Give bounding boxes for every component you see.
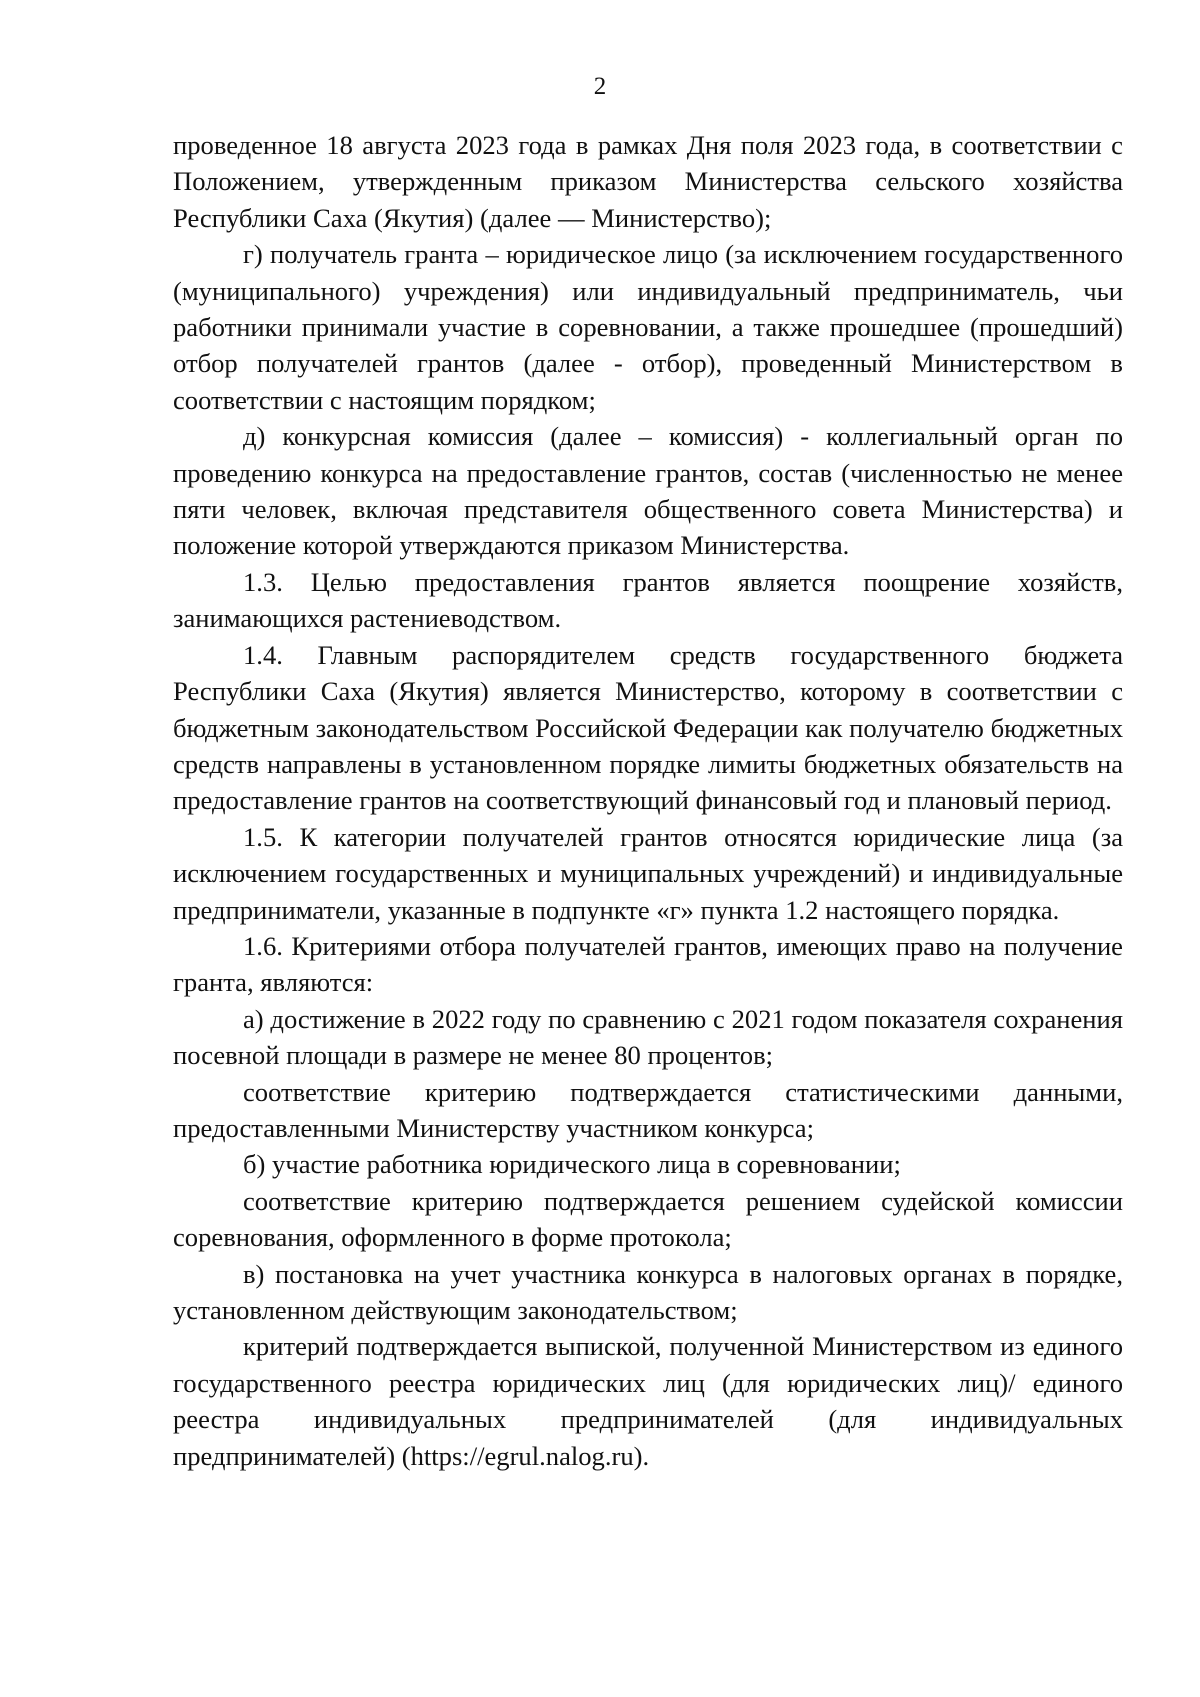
- paragraph-9: соответствие критерию подтверждается статистическими данными, предоставленными Министерству участником конкурса;: [173, 1076, 1123, 1143]
- document-body: [173, 127, 1123, 1474]
- page-number: 2: [593, 73, 607, 100]
- paragraph-4: 1.3. Целью предоставления грантов является поощрение хозяйств, занимающихся растениеводством.: [173, 566, 1123, 634]
- paragraph-11: соответствие критерию подтверждается решением судейской комиссии соревнования, оформленного в форме протокола;: [173, 1185, 1123, 1253]
- paragraph-13: критерий подтверждается выпиской, полученной Министерством из единого государственного реестра юридических лиц (для юридических лиц)/ единого реестра индивидуальных предпринимателей (для индивидуальных предпринимателей) (https://egrul.nalog.ru).: [173, 1331, 1123, 1471]
- paragraph-1: проведенное 18 августа 2023 года в рамках Дня поля 2023 года, в соответствии с Положением, утвержденным приказом Министерства сельского хозяйства Республики Саха (Якутия) (далее — Министерство);: [173, 130, 1123, 233]
- paragraph-8: а) достижение в 2022 году по сравнению с 2021 годом показателя сохранения посевной площади в размере не менее 80 процентов;: [173, 1003, 1123, 1071]
- paragraph-7: 1.6. Критериями отбора получателей грантов, имеющих право на получение гранта, являются:: [173, 930, 1123, 998]
- paragraph-2: г) получатель гранта – юридическое лицо (за исключением государственного (муниципального) учреждения) или индивидуальный предприниматель, чьи работники принимали участие в соревновании, а также прошедшее (прошедший) отбор получателей грантов (далее - отбор), проведенный Министерством в соответствии с настоящим порядком;: [173, 239, 1123, 415]
- paragraph-6: 1.5. К категории получателей грантов относятся юридические лица (за исключением государственных и муниципальных учреждений) и индивидуальные предприниматели, указанные в подпункте «г» пункта 1.2 настоящего порядка.: [173, 821, 1123, 925]
- paragraph-3: д) конкурсная комиссия (далее – комиссия) - коллегиальный орган по проведению конкурса на предоставление грантов, состав (численностью не менее пяти человек, включая представителя общественного совета Министерства) и положение которой утверждаются приказом Министерства.: [173, 421, 1123, 561]
- paragraph-12: в) постановка на учет участника конкурса в налоговых органах в порядке, установленном действующим законодательством;: [173, 1258, 1123, 1325]
- paragraph-5: 1.4. Главным распорядителем средств государственного бюджета Республики Саха (Якутия) является Министерство, которому в соответствии с бюджетным законодательством Российской Федерации как получателю бюджетных средств направлены в установленном порядке лимиты бюджетных обязательств на предоставление грантов на соответствующий финансовый год и плановый период.: [173, 639, 1123, 816]
- paragraph-10: б) участие работника юридического лица в соревновании;: [243, 1149, 901, 1180]
